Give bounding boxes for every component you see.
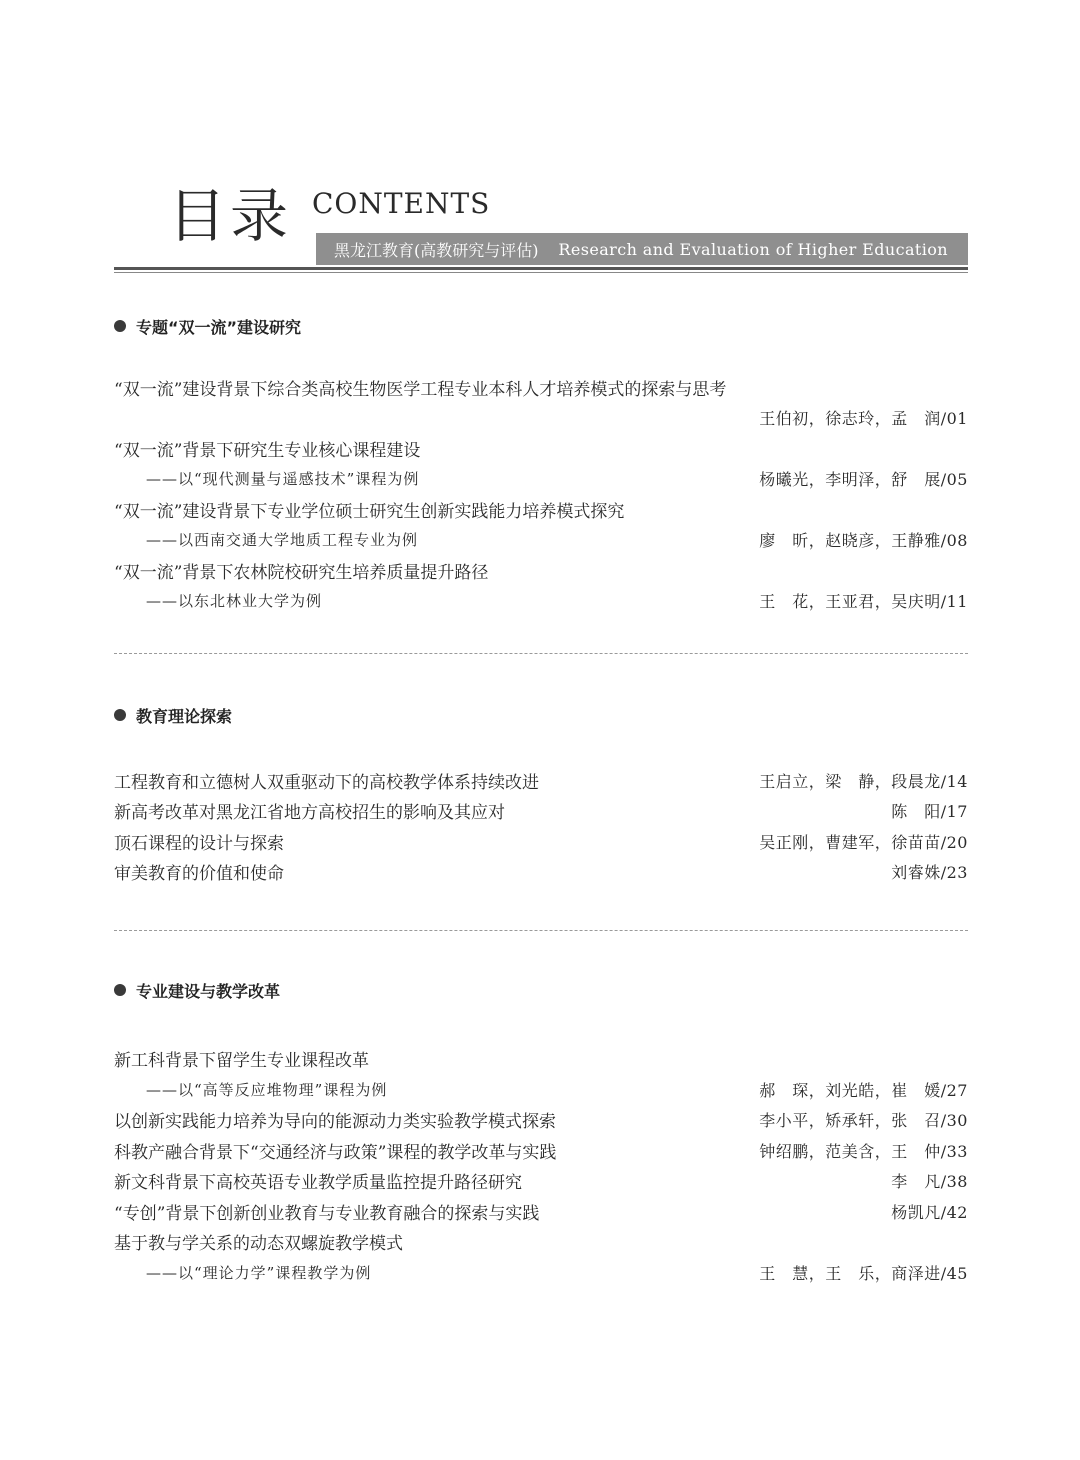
section-heading xyxy=(114,315,301,337)
journal-banner xyxy=(316,233,968,265)
toc-entry[interactable] xyxy=(114,768,968,792)
journal-name-cn: 黑龙江教育(高教研究与评估) xyxy=(334,240,539,260)
entry-title: “双一流”建设背景下综合类高校生物医学工程专业本科人才培养模式的探索与思考 xyxy=(114,379,727,400)
entry-authors: 杨凯凡/42 xyxy=(891,1202,968,1222)
entry-subtitle: ——以“现代测量与遥感技术”课程为例 xyxy=(146,469,420,488)
entry-authors: 王启立，梁 静，段晨龙/14 xyxy=(759,771,968,791)
entry-authors: 李 凡/38 xyxy=(891,1171,968,1191)
toc-entry[interactable] xyxy=(114,859,968,883)
toc-entry[interactable] xyxy=(114,1107,968,1131)
bullet-icon xyxy=(114,320,126,332)
entry-title: 以创新实践能力培养为导向的能源动力类实验教学模式探索 xyxy=(114,1111,556,1132)
entry-subtitle: ——以“高等反应堆物理”课程为例 xyxy=(146,1080,388,1099)
toc-entry[interactable] xyxy=(114,1138,968,1162)
section-divider xyxy=(114,930,968,931)
toc-entry[interactable] xyxy=(114,497,968,521)
entry-title: 新工科背景下留学生专业课程改革 xyxy=(114,1050,369,1071)
toc-entry-subtitle[interactable] xyxy=(114,527,968,551)
entry-authors: 刘睿姝/23 xyxy=(891,862,968,882)
entry-authors: 王 慧，王 乐，商泽进/45 xyxy=(759,1263,968,1283)
toc-entry[interactable] xyxy=(114,375,968,399)
section-heading xyxy=(114,979,280,1001)
header-rule-thin xyxy=(114,272,968,273)
section-heading-label: 专业建设与教学改革 xyxy=(136,981,281,1001)
entry-authors: 杨曦光，李明泽，舒 展/05 xyxy=(759,469,968,489)
page-title: 目录 xyxy=(168,182,293,250)
entry-title: 新文科背景下高校英语专业教学质量监控提升路径研究 xyxy=(114,1172,522,1193)
entry-authors: 王 花，王亚君，吴庆明/11 xyxy=(759,591,968,611)
toc-entry-subtitle[interactable] xyxy=(114,1260,968,1284)
contents-header xyxy=(0,0,1080,280)
journal-name-en: Research and Evaluation of Higher Education xyxy=(558,239,948,259)
section-heading xyxy=(114,704,232,726)
entry-authors: 陈 阳/17 xyxy=(891,801,968,821)
toc-entry[interactable] xyxy=(114,1199,968,1223)
toc-entry-subtitle[interactable] xyxy=(114,588,968,612)
bullet-icon xyxy=(114,984,126,996)
entry-title: “双一流”背景下研究生专业核心课程建设 xyxy=(114,440,421,461)
entry-subtitle: ——以“理论力学”课程教学为例 xyxy=(146,1263,372,1282)
entry-title: 顶石课程的设计与探索 xyxy=(114,833,284,854)
toc-entry[interactable] xyxy=(114,405,968,429)
toc-entry[interactable] xyxy=(114,436,968,460)
toc-entry[interactable] xyxy=(114,1046,968,1070)
toc-entry[interactable] xyxy=(114,829,968,853)
page-title-english: CONTENTS xyxy=(312,187,491,220)
entry-authors: 钟绍鹏，范美含，王 仲/33 xyxy=(759,1141,968,1161)
entry-authors: 王伯初，徐志玲，孟 润/01 xyxy=(759,408,968,428)
entry-title: “双一流”背景下农林院校研究生培养质量提升路径 xyxy=(114,562,489,583)
entry-authors: 吴正刚，曹建军，徐苗苗/20 xyxy=(759,832,968,852)
entry-authors: 廖 昕，赵晓彦，王静雅/08 xyxy=(759,530,968,550)
entry-title: 工程教育和立德树人双重驱动下的高校教学体系持续改进 xyxy=(114,772,539,793)
entry-title: 新高考改革对黑龙江省地方高校招生的影响及其应对 xyxy=(114,802,505,823)
entry-authors: 郝 琛，刘光皓，崔 媛/27 xyxy=(759,1080,968,1100)
entry-authors: 李小平，矫承轩，张 召/30 xyxy=(759,1110,968,1130)
entry-title: 科教产融合背景下“交通经济与政策”课程的教学改革与实践 xyxy=(114,1142,557,1163)
bullet-icon xyxy=(114,709,126,721)
toc-entry[interactable] xyxy=(114,1168,968,1192)
entry-title: 基于教与学关系的动态双螺旋教学模式 xyxy=(114,1233,403,1254)
entry-title: 审美教育的价值和使命 xyxy=(114,863,284,884)
toc-entry-subtitle[interactable] xyxy=(114,1077,968,1101)
section-heading-label: 教育理论探索 xyxy=(136,706,233,726)
toc-entry[interactable] xyxy=(114,1229,968,1253)
entry-subtitle: ——以西南交通大学地质工程专业为例 xyxy=(146,530,419,549)
entry-title: “双一流”建设背景下专业学位硕士研究生创新实践能力培养模式探究 xyxy=(114,501,625,522)
section-heading-label: 专题“双一流”建设研究 xyxy=(136,317,302,337)
toc-entry-subtitle[interactable] xyxy=(114,466,968,490)
header-rule xyxy=(114,267,968,270)
toc-entry[interactable] xyxy=(114,558,968,582)
section-divider xyxy=(114,653,968,654)
toc-entry[interactable] xyxy=(114,798,968,822)
entry-subtitle: ——以东北林业大学为例 xyxy=(146,591,323,610)
entry-title: “专创”背景下创新创业教育与专业教育融合的探索与实践 xyxy=(114,1203,540,1224)
